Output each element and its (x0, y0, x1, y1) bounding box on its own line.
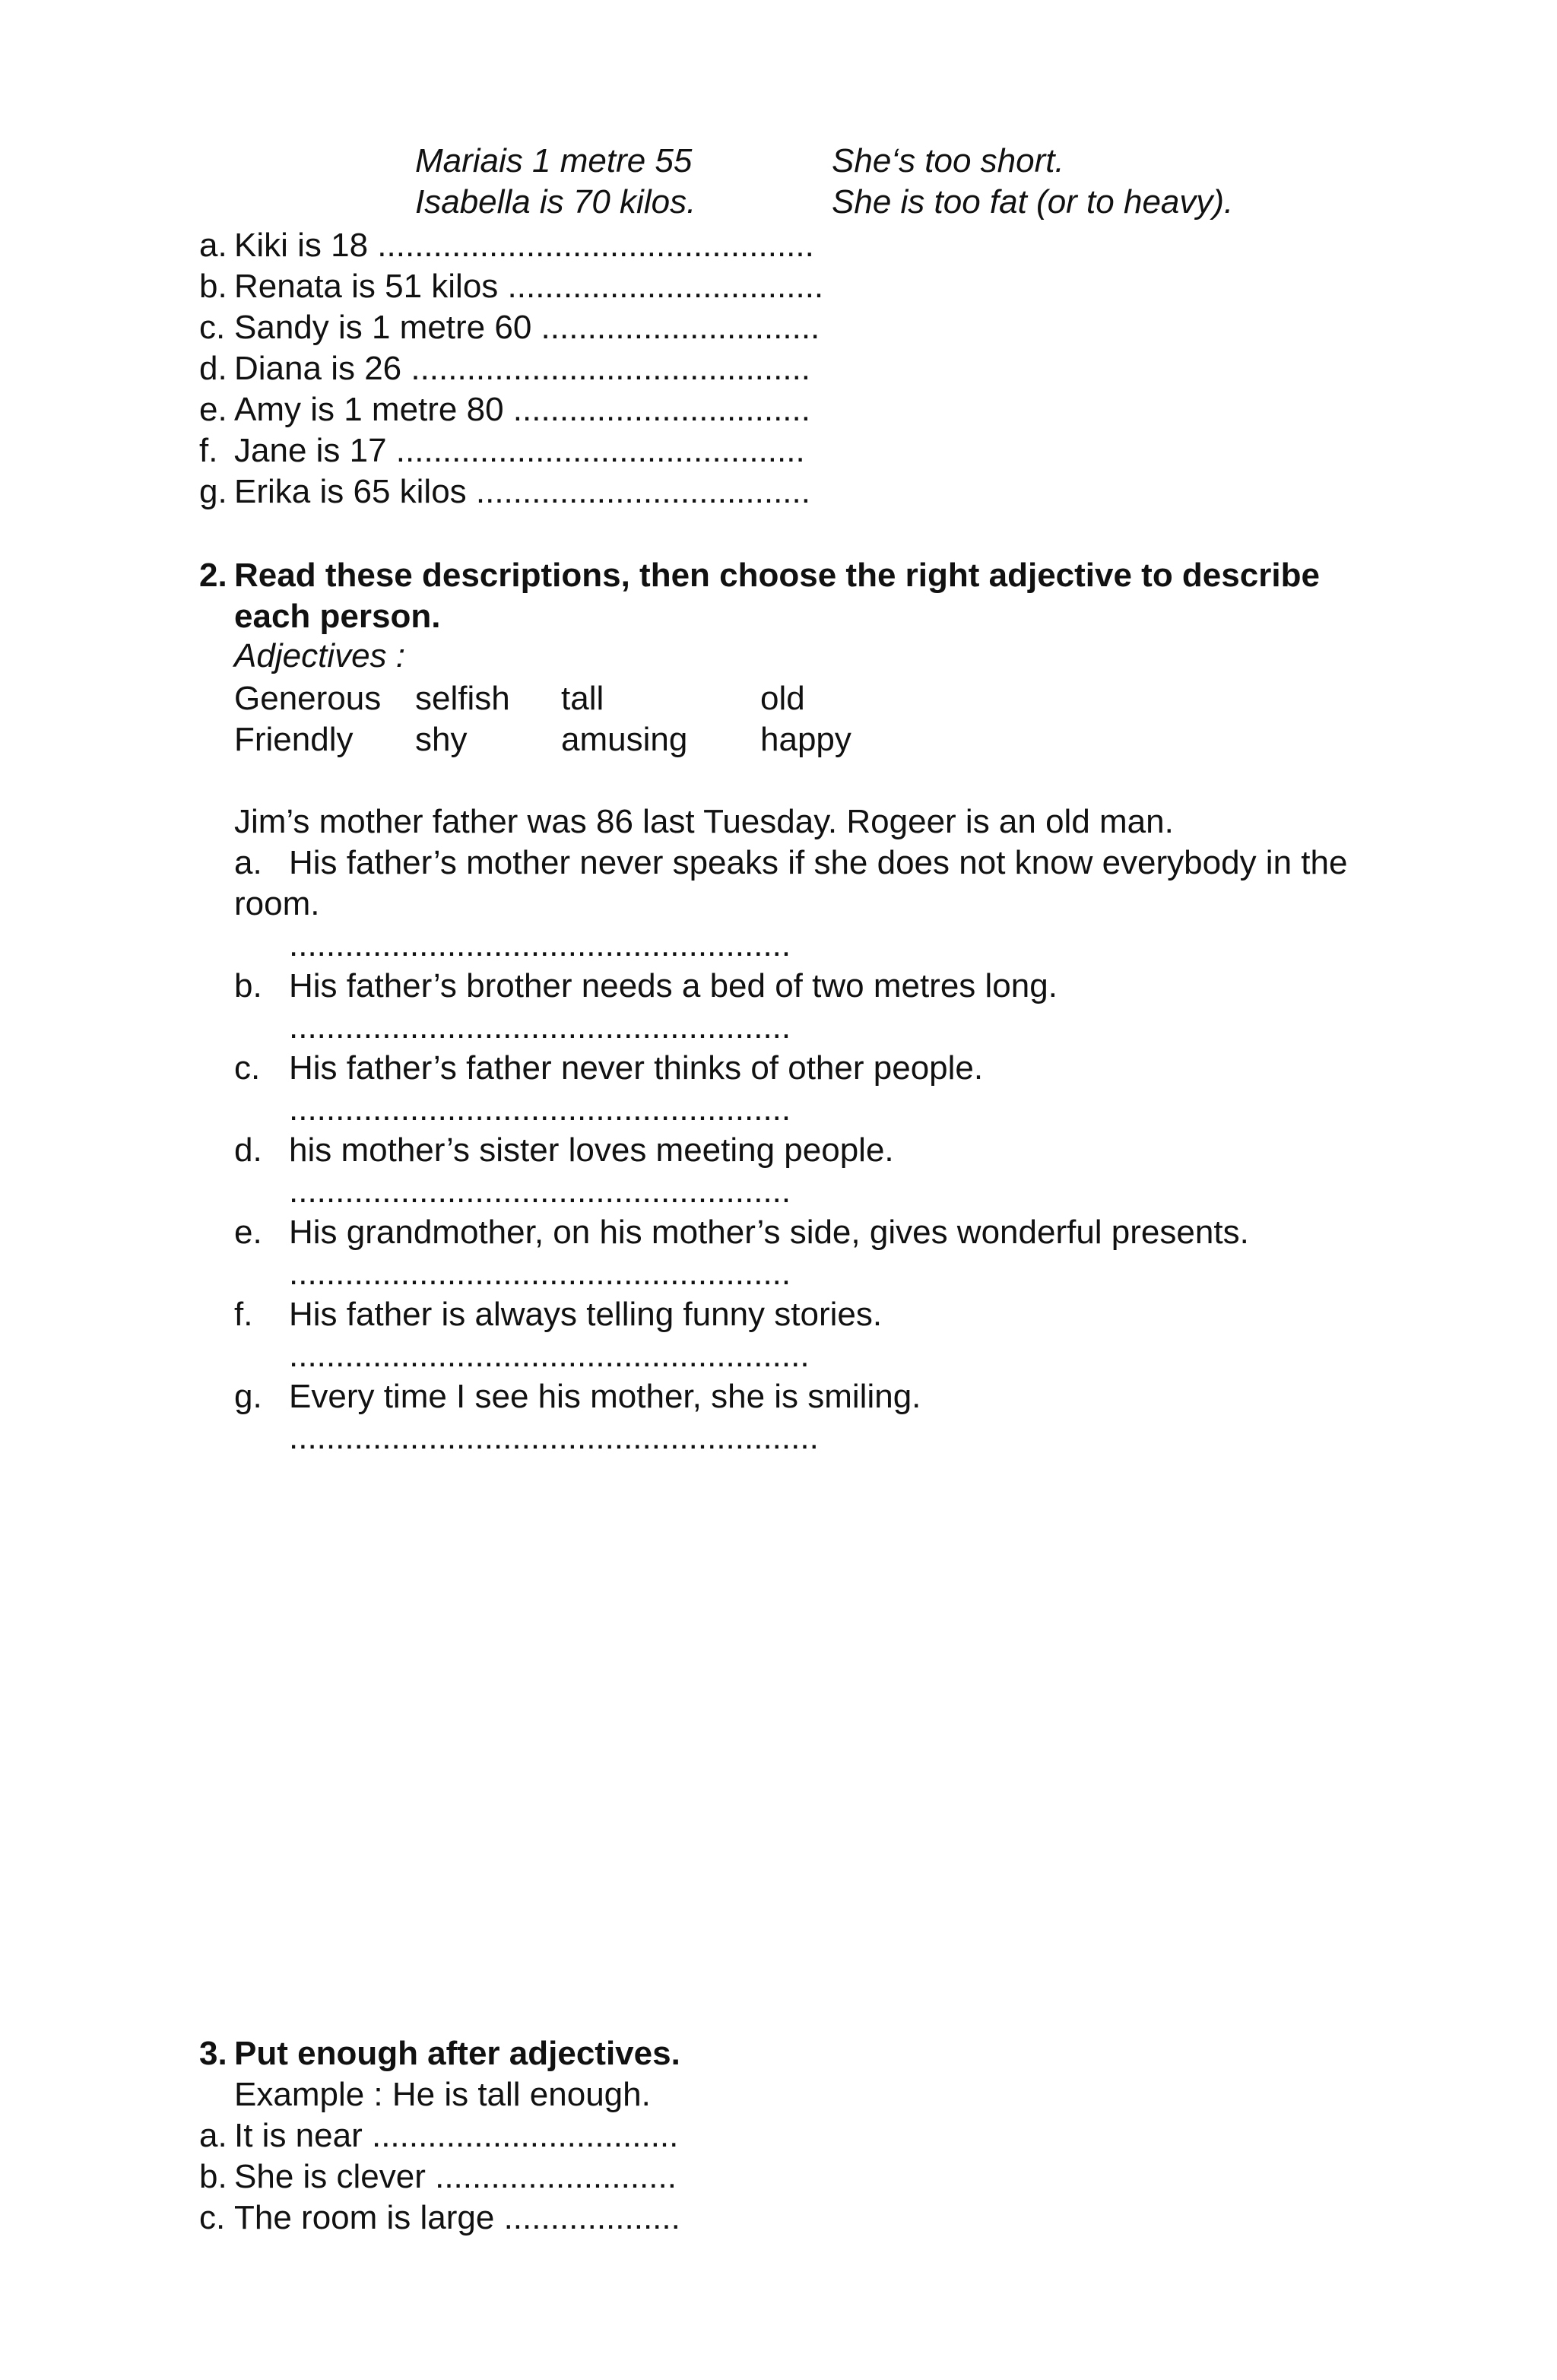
section-heading: Put enough after adjectives. (234, 2035, 680, 2072)
item-text: It is near ................................. (234, 2117, 679, 2154)
adjective: old (760, 680, 805, 717)
item-marker: f. (199, 432, 218, 469)
item-marker: b. (234, 967, 262, 1004)
item-text: His father’s mother never speaks if she does not know everybody in the (289, 844, 1348, 881)
item-text: Diana is 26 ........................................... (234, 350, 811, 387)
item-text: His grandmother, on his mother’s side, gives wonderful presents. (289, 1214, 1249, 1251)
item-text: his mother’s sister loves meeting people. (289, 1131, 894, 1169)
answer-blank: ...................................................... (289, 1173, 791, 1210)
item-marker: d. (234, 1131, 262, 1169)
item-marker: a. (199, 2117, 227, 2154)
section-number: 2. (199, 557, 227, 594)
item-marker: d. (199, 350, 227, 387)
section-heading-cont: each person. (234, 598, 441, 635)
intro-text: Jim’s mother father was 86 last Tuesday. Rogeer is an old man. (234, 803, 1174, 840)
item-marker: g. (199, 473, 227, 510)
adjective: selfish (415, 680, 510, 717)
item-marker: b. (199, 2158, 227, 2195)
item-text: His father is always telling funny stories. (289, 1296, 883, 1333)
adjective: tall (561, 680, 604, 717)
answer-blank: ...................................................... (289, 1255, 791, 1292)
answer-blank: ...................................................... (289, 926, 791, 963)
item-marker: c. (234, 1049, 261, 1087)
answer-blank: ........................................................ (289, 1337, 810, 1374)
item-text: She is clever .......................... (234, 2158, 677, 2195)
adjective: shy (415, 721, 468, 758)
item-text: His father’s father never thinks of other people. (289, 1049, 984, 1087)
answer-blank: ...................................................... (289, 1090, 791, 1128)
item-marker: f. (234, 1296, 253, 1333)
item-text: Erika is 65 kilos .................................... (234, 473, 810, 510)
item-marker: c. (199, 2199, 226, 2236)
item-marker: e. (199, 391, 227, 428)
example-left-2: Isabella is 70 kilos. (415, 183, 696, 221)
item-marker: a. (199, 227, 227, 264)
item-text: His father’s brother needs a bed of two metres long. (289, 967, 1058, 1004)
answer-blank: ......................................................... (289, 1419, 819, 1456)
item-text-cont: room. (234, 885, 320, 922)
example-right-2: She is too fat (or to heavy). (832, 183, 1234, 221)
item-text: Every time I see his mother, she is smiling. (289, 1378, 921, 1415)
item-text: The room is large ................... (234, 2199, 680, 2236)
adjective: happy (760, 721, 851, 758)
item-marker: a. (234, 844, 262, 881)
example-left-1: Mariais 1 metre 55 (415, 142, 693, 179)
adjective: Friendly (234, 721, 354, 758)
item-text: Sandy is 1 metre 60 .............................. (234, 309, 820, 346)
item-text: Jane is 17 ............................................ (234, 432, 805, 469)
item-text: Kiki is 18 ............................................... (234, 227, 814, 264)
answer-blank: ...................................................... (289, 1008, 791, 1046)
item-marker: b. (199, 268, 227, 305)
item-text: Amy is 1 metre 80 ................................ (234, 391, 810, 428)
item-marker: g. (234, 1378, 262, 1415)
adjectives-label: Adjectives : (234, 637, 405, 674)
item-marker: e. (234, 1214, 262, 1251)
adjective: amusing (561, 721, 688, 758)
adjective: Generous (234, 680, 382, 717)
section-number: 3. (199, 2035, 227, 2072)
example-text: Example : He is tall enough. (234, 2076, 651, 2113)
section-heading: Read these descriptions, then choose the right adjective to describe (234, 557, 1320, 594)
item-text: Renata is 51 kilos .................................. (234, 268, 824, 305)
example-right-1: She‘s too short. (832, 142, 1064, 179)
item-marker: c. (199, 309, 226, 346)
